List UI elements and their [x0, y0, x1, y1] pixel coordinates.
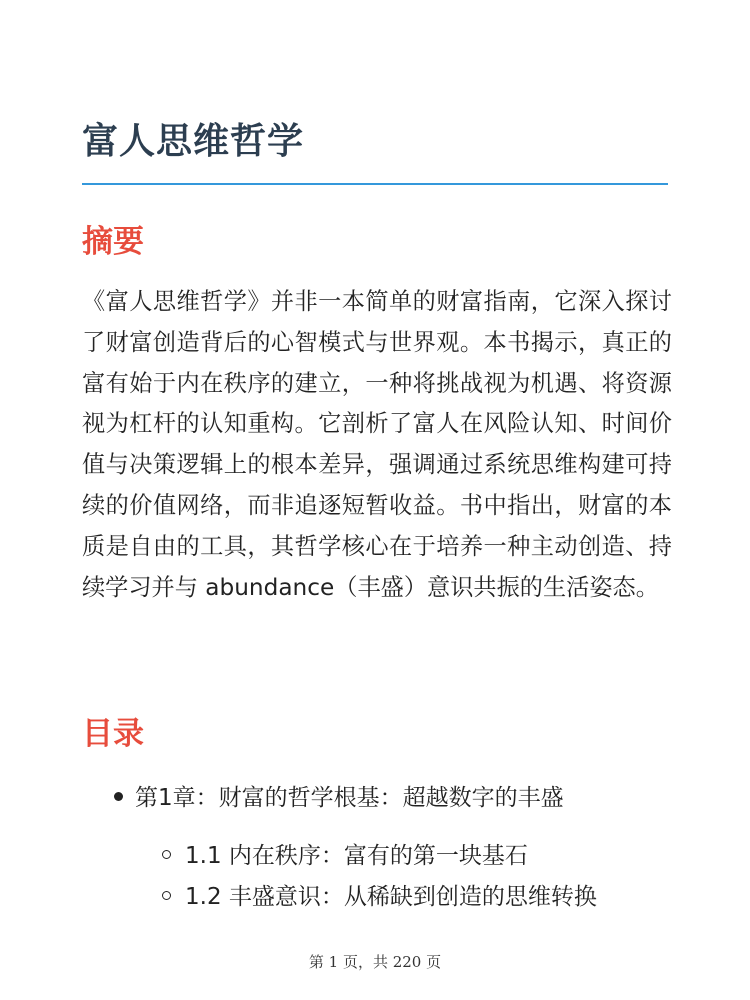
document-title: 富人思维哲学 [82, 121, 305, 162]
title-divider [82, 183, 668, 185]
toc-heading: 目录 [82, 716, 144, 752]
page-footer: 第 1 页，共 220 页 [308, 953, 442, 971]
toc-section-1-2[interactable] [162, 879, 597, 915]
bullet-circle-icon [162, 891, 171, 900]
toc-section-1-1[interactable] [162, 838, 528, 874]
toc-section-label: 1.2 丰盛意识：从稀缺到创造的思维转换 [185, 884, 597, 910]
bullet-circle-icon [162, 850, 171, 859]
toc-section-label: 1.1 内在秩序：富有的第一块基石 [185, 843, 528, 869]
toc-chapter-1[interactable] [114, 780, 564, 816]
abstract-heading: 摘要 [82, 224, 144, 260]
bullet-dot-icon [114, 792, 123, 801]
abstract-paragraph: 《富人思维哲学》并非一本简单的财富指南，它深入探讨了财富创造背后的心智模式与世界观。本书揭示，真正的富有始于内在秩序的建立，一种将挑战视为机遇、将资源视为杠杆的认知重构。它剖析了富人在风险认知、时间价值与决策逻辑上的根本差异，强调通过系统思维构建可持续的价值网络，而非追逐短暂收益。书中指出，财富的本质是自由的工具，其哲学核心在于培养一种主动创造、持续学习并与 abundance（丰盛）意识共振的生活姿态。 [82, 288, 672, 601]
toc-chapter-label: 第1章：财富的哲学根基：超越数字的丰盛 [135, 785, 564, 811]
